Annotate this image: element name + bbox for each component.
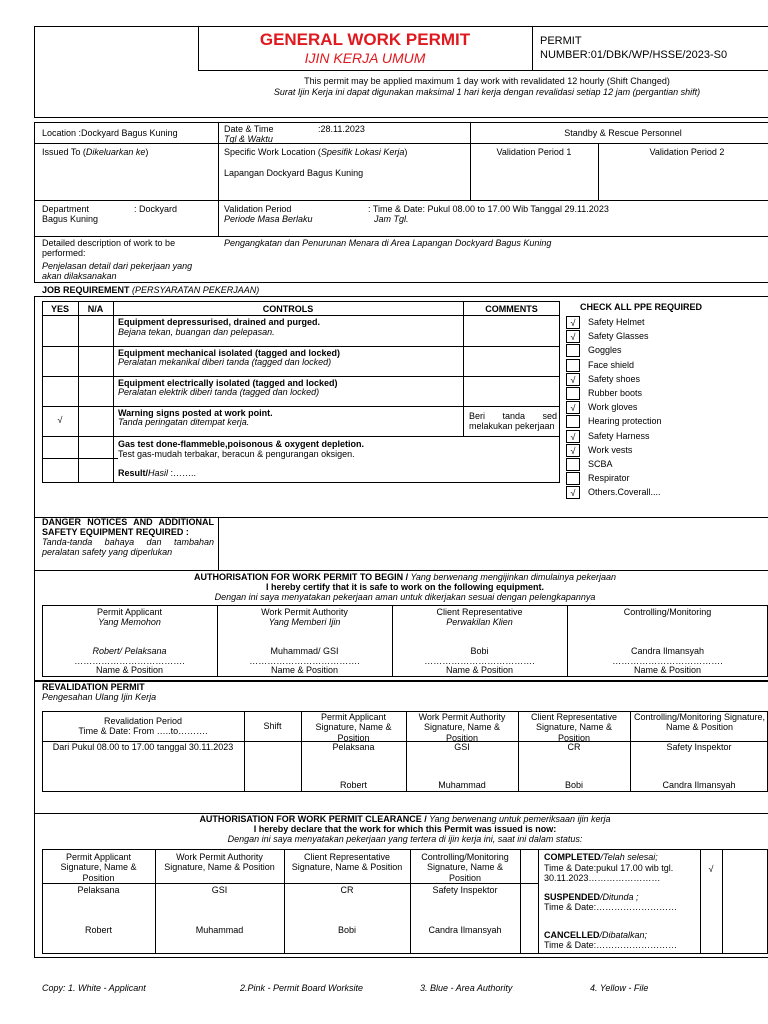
date-value: :28.11.2023 xyxy=(318,124,365,134)
control-row-5: Gas test done-flammeble,poisonous & oxygent depletion. xyxy=(118,439,365,449)
control-row-2: Equipment mechanical isolated (tagged and locked) xyxy=(118,348,341,358)
reval-position: Safety Inspektor xyxy=(666,742,732,752)
control-row-4-id: Tanda peringatan ditempat kerja. xyxy=(118,417,250,427)
reval-col5: Client Representative Signature, Name & Position xyxy=(530,712,618,743)
reval-col6: Controlling/Monitoring Signature, Name & Position xyxy=(633,712,766,733)
ppe-label: Safety Helmet xyxy=(588,317,645,327)
auth-begin-role-id: Yang Memohon xyxy=(98,617,161,627)
clearance-line3: Dengan ini saya menyatakan pekerjaan yang tertera di ijin kerja ini, saat ini dalam status: xyxy=(227,834,583,844)
auth-begin-name: Candra Ilmansyah xyxy=(630,646,705,656)
auth-begin-line3: Dengan ini saya menyatakan pekerjaan aman untuk dikerjakan sesuai dengan pelengkapannya xyxy=(214,592,596,602)
auth-begin-name-position: Name & Position xyxy=(270,665,339,675)
status-suspended: SUSPENDED/Ditunda ; xyxy=(544,892,639,902)
ppe-label: Rubber boots xyxy=(588,388,643,398)
date-label-id: Tgl & Waktu xyxy=(224,134,273,144)
footer-copy-1: Copy: 1. White - Applicant xyxy=(42,983,146,993)
permit-note-id: Surat Ijin Kerja ini dapat digunakan maksimal 1 hari kerja dengan revalidasi setiap 12 jam (pergantian shift) xyxy=(273,87,701,97)
form-title: GENERAL WORK PERMIT xyxy=(259,30,471,49)
standby-personnel: Standby & Rescue Personnel xyxy=(564,128,682,138)
ppe-label: Safety shoes xyxy=(588,373,641,384)
reval-col2: Shift xyxy=(263,721,282,731)
auth-begin-name: Robert/ Pelaksana xyxy=(92,646,167,656)
auth-begin-role-id: Yang Memberi Ijin xyxy=(268,617,341,627)
ppe-checkbox[interactable] xyxy=(566,387,580,400)
control-row-1-id: Bejana tekan, buangan dan pelepasan. xyxy=(118,327,275,337)
clearance-line2: I hereby declare that the work for which this Permit was issued is now: xyxy=(253,824,557,834)
auth-begin-role: Controlling/Monitoring xyxy=(623,607,712,617)
clearance-heading: AUTHORISATION FOR WORK PERMIT CLEARANCE / Yang berwenang untuk pemeriksaan ijin kerja xyxy=(199,814,611,824)
clearance-col-header: Client Representative Signature, Name & Position xyxy=(291,852,403,873)
permit-number: NUMBER:01/DBK/WP/HSSE/2023-S0 xyxy=(540,49,728,61)
control-row-3-id: Peralatan elektrik diberi tanda (tagged dan locked) xyxy=(118,387,320,397)
revalidation-heading: REVALIDATION PERMIT xyxy=(42,682,145,692)
ppe-checkbox[interactable] xyxy=(566,344,580,357)
department-value-2: Bagus Kuning xyxy=(42,214,99,224)
ppe-checkbox[interactable]: √ xyxy=(566,486,580,499)
auth-begin-heading: AUTHORISATION FOR WORK PERMIT TO BEGIN / Yang berwenang mengijinkan dimulainya pekerjaan xyxy=(194,572,616,582)
revalidation-heading-id: Pengesahan Ulang Ijin Kerja xyxy=(42,692,157,702)
auth-begin-role-id: Perwakilan Klien xyxy=(446,617,513,627)
status-completed-check: √ xyxy=(708,864,714,874)
danger-label: DANGER NOTICES AND ADDITIONAL SAFETY EQUIPMENT REQUIRED : xyxy=(42,517,214,538)
ppe-label: Goggles xyxy=(588,345,622,356)
footer-copy-3: 3. Blue - Area Authority xyxy=(420,983,513,993)
auth-begin-signature-line: ………………………………. xyxy=(424,656,535,666)
status-completed-value: Time & Date:pukul 17.00 wib tgl. 30.11.2023…………………… xyxy=(544,863,674,884)
reval-name: Muhammad xyxy=(438,780,486,790)
ppe-checkbox[interactable]: √ xyxy=(566,373,580,386)
reval-col1-b: Time & Date: From …..to………. xyxy=(78,726,208,736)
reval-name: Bobi xyxy=(564,780,583,790)
date-label: Date & Time xyxy=(224,124,274,134)
ppe-label: Respirator xyxy=(588,473,630,484)
auth-begin-name-position: Name & Position xyxy=(633,665,702,675)
reval-col1-a: Revalidation Period xyxy=(103,716,183,726)
clearance-name: Robert xyxy=(84,925,112,935)
job-heading: JOB REQUIREMENT (PERSYARATAN PEKERJAAN) xyxy=(42,285,260,295)
clearance-position: CR xyxy=(340,885,354,895)
ppe-label: SCBA xyxy=(588,459,613,469)
auth-begin-signature-line: ………………………………. xyxy=(74,656,185,666)
detail-label: Detailed description of work to be performed: xyxy=(42,238,176,259)
control-row-1: Equipment depressurised, drained and purged. xyxy=(118,317,321,327)
validation-period-id: Periode Masa Berlaku xyxy=(224,214,313,224)
reval-name: Candra Ilmansyah xyxy=(662,780,736,790)
detail-label-id: Penjelasan detail dari pekerjaan yang akan dilaksanakan xyxy=(42,261,193,282)
control-row-3: Equipment electrically isolated (tagged and locked) xyxy=(118,378,338,388)
permit-note-en: This permit may be applied maximum 1 day work with revalidated 12 hourly (Shift Changed) xyxy=(304,76,670,86)
clearance-name: Bobi xyxy=(337,925,356,935)
col-comments: COMMENTS xyxy=(485,304,538,314)
reval-position: CR xyxy=(567,742,581,752)
auth-begin-role: Work Permit Authority xyxy=(261,607,348,617)
auth-begin-line2: I hereby certify that it is safe to work on the following equipment. xyxy=(265,582,545,592)
control-row-2-id: Peralatan mekanikal diberi tanda (tagged dan locked) xyxy=(118,357,332,367)
ppe-label: Safety Harness xyxy=(588,430,650,441)
auth-begin-signature-line: ………………………………. xyxy=(612,656,723,666)
reval-col4: Work Permit Authority Signature, Name & Position xyxy=(418,712,506,743)
clearance-col-header: Permit Applicant Signature, Name & Position xyxy=(60,852,137,883)
auth-begin-name-position: Name & Position xyxy=(95,665,164,675)
auth-begin-signature-line: ………………………………. xyxy=(249,656,360,666)
auth-begin-role: Client Representative xyxy=(436,607,523,617)
clearance-position: Pelaksana xyxy=(77,885,120,895)
ppe-label: Safety Glasses xyxy=(588,331,649,342)
clearance-name: Candra Ilmansyah xyxy=(428,925,502,935)
ppe-checkbox[interactable] xyxy=(566,472,580,485)
control-row-5-id: Test gas-mudah terbakar, beracun & pengurangan oksigen. xyxy=(118,449,355,459)
reval-position: Pelaksana xyxy=(332,742,375,752)
department-value: : Dockyard xyxy=(134,204,178,214)
col-controls: CONTROLS xyxy=(262,304,314,314)
reval-period-value: Dari Pukul 08.00 to 17.00 tanggal 30.11.2023 xyxy=(52,742,234,752)
auth-begin-role: Permit Applicant xyxy=(96,607,163,617)
clearance-position: GSI xyxy=(211,885,228,895)
reval-name: Robert xyxy=(339,780,367,790)
ppe-checkbox[interactable]: √ xyxy=(566,444,580,457)
form-subtitle: IJIN KERJA UMUM xyxy=(304,50,426,66)
ppe-label: Others.Coverall.... xyxy=(588,487,661,498)
department-label: Department xyxy=(42,204,90,214)
footer-copy-4: 4. Yellow - File xyxy=(590,983,649,993)
ppe-checkbox[interactable]: √ xyxy=(566,401,580,414)
specific-location: Specific Work Location (Spesifik Lokasi Kerja) xyxy=(224,147,408,157)
ppe-checkbox[interactable]: √ xyxy=(566,330,580,343)
validation-period-2: Validation Period 2 xyxy=(649,147,725,157)
auth-begin-name: Muhammad/ GSI xyxy=(270,646,339,656)
validation-period-1: Validation Period 1 xyxy=(496,147,572,157)
status-cancelled-value: Time & Date:……………………… xyxy=(544,940,678,950)
ppe-label: Work gloves xyxy=(588,402,638,413)
control-row-4-yes: √ xyxy=(57,415,63,425)
clearance-position: Safety Inspektor xyxy=(432,885,498,895)
clearance-col-header: Work Permit Authority Signature, Name & Position xyxy=(164,852,275,873)
status-completed: COMPLETED/Telah selesai; xyxy=(544,852,658,862)
result: Result/Hasil :…….. xyxy=(118,468,197,478)
ppe-checkbox[interactable] xyxy=(566,415,580,428)
time-date-id: Jam Tgl. xyxy=(374,214,409,224)
auth-begin-name-position: Name & Position xyxy=(445,665,514,675)
status-suspended-value: Time & Date:……………………… xyxy=(544,902,678,912)
time-date: : Time & Date: Pukul 08.00 to 17.00 Wib Tanggal 29.11.2023 xyxy=(368,204,609,214)
ppe-heading: CHECK ALL PPE REQUIRED xyxy=(580,302,703,312)
validation-period: Validation Period xyxy=(224,204,292,214)
reval-col3: Permit Applicant Signature, Name & Position xyxy=(315,712,392,743)
clearance-name: Muhammad xyxy=(195,925,244,935)
auth-begin-name: Bobi xyxy=(470,646,489,656)
location: Location :Dockyard Bagus Kuning xyxy=(42,128,178,138)
ppe-checkbox[interactable]: √ xyxy=(566,430,580,443)
ppe-checkbox[interactable] xyxy=(566,359,580,372)
ppe-label: Face shield xyxy=(588,359,635,370)
ppe-label: Work vests xyxy=(588,444,633,455)
clearance-col-header: Controlling/Monitoring Signature, Name & Position xyxy=(421,852,509,883)
ppe-checkbox[interactable]: √ xyxy=(566,316,580,329)
control-row-4: Warning signs posted at work point. xyxy=(118,408,273,418)
ppe-label: Hearing protection xyxy=(588,416,662,427)
reval-position: GSI xyxy=(454,742,470,752)
ppe-checkbox[interactable] xyxy=(566,458,580,471)
col-yes: YES xyxy=(50,304,69,314)
detail-value: Pengangkatan dan Penurunan Menara di Area Lapangan Dockyard Bagus Kuning xyxy=(224,238,552,248)
specific-location-value: Lapangan Dockyard Bagus Kuning xyxy=(224,168,364,178)
permit-label: PERMIT xyxy=(540,35,582,47)
danger-label-id: Tanda-tanda bahaya dan tambahan peralatan safety yang diperlukan xyxy=(42,537,214,558)
footer-copy-2: 2.Pink - Permit Board Worksite xyxy=(240,983,364,993)
col-na: N/A xyxy=(87,304,104,314)
control-row-4-comment: Beri tanda sed melakukan pekerjaan xyxy=(469,411,557,432)
issued-to: Issued To (Dikeluarkan ke) xyxy=(42,147,149,157)
status-cancelled: CANCELLED/Dibatalkan; xyxy=(544,930,648,940)
